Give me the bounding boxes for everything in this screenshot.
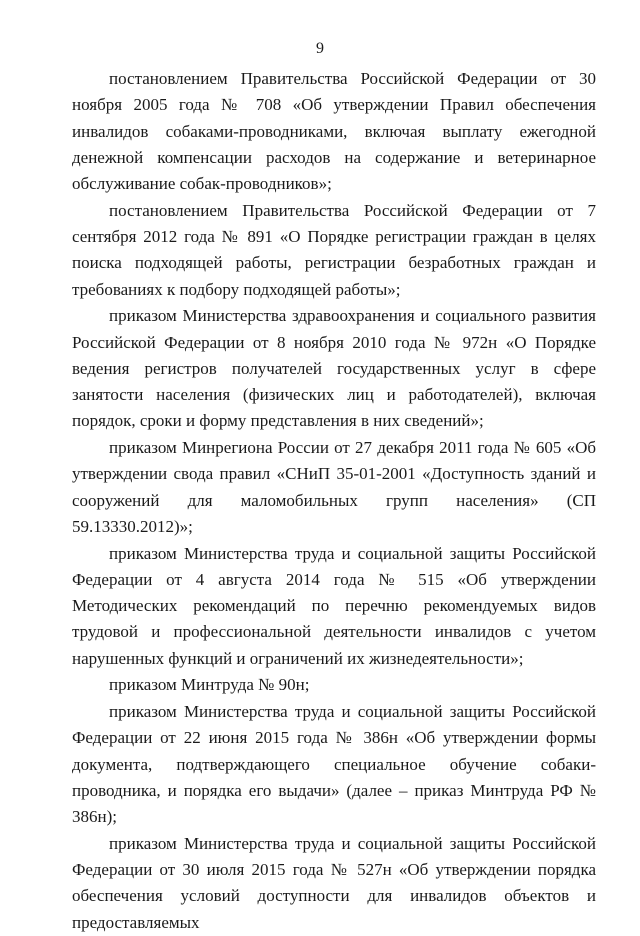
page-number: 9 — [316, 40, 324, 57]
paragraph-order-972n: приказом Министерства здравоохранения и социального развития Российской Федерации от 8 ноября 2010 года № 972н «О Порядке ведения регистров получателей государственных услуг в сфере занятости населения (физических лиц и работодателей), включая порядок, сроки и форму представления в них сведений»; — [72, 306, 596, 431]
paragraph-order-90n: приказом Минтруда № 90н; — [109, 675, 310, 695]
paragraph-order-515: приказом Министерства труда и социальной защиты Российской Федерации от 4 августа 2014 года № 515 «Об утверждении Методических рекомендаций по перечню рекомендуемых видов трудовой и профессиональной деятельности инвалидов с учетом нарушенных функций и ограничений их жизнедеятельности»; — [72, 543, 596, 668]
paragraph-order-386n: приказом Министерства труда и социальной защиты Российской Федерации от 22 июня 2015 года № 386н «Об утверждении формы документа, подтверждающего специальное обучение собаки-проводника, и порядка его выдачи» (далее – приказ Минтруда РФ № 386н); — [72, 701, 596, 827]
paragraph-decree-891: постановлением Правительства Российской Федерации от 7 сентября 2012 года № 891 «О Порядке регистрации граждан в целях поиска подходящей работы, регистрации безработных граждан и требованиях к подбору подходящей работы»; — [72, 200, 596, 299]
document-body — [72, 66, 596, 936]
paragraph-decree-708: постановлением Правительства Российской Федерации от 30 ноября 2005 года № 708 «Об утверждении Правил обеспечения инвалидов собаками-проводниками, включая выплату ежегодной денежной компенсации расходов на содержание и ветеринарное обслуживание собак-проводников»; — [72, 69, 596, 194]
paragraph-order-527n: приказом Министерства труда и социальной защиты Российской Федерации от 30 июля 2015 года № 527н «Об утверждении порядка обеспечения условий доступности для инвалидов объектов и предоставляемых — [72, 833, 596, 932]
paragraph-order-605: приказом Минрегиона России от 27 декабря 2011 года № 605 «Об утверждении свода правил «СНиП 35-01-2001 «Доступность зданий и сооружений для маломобильных групп населения» (СП 59.13330.2012)»; — [72, 438, 596, 536]
